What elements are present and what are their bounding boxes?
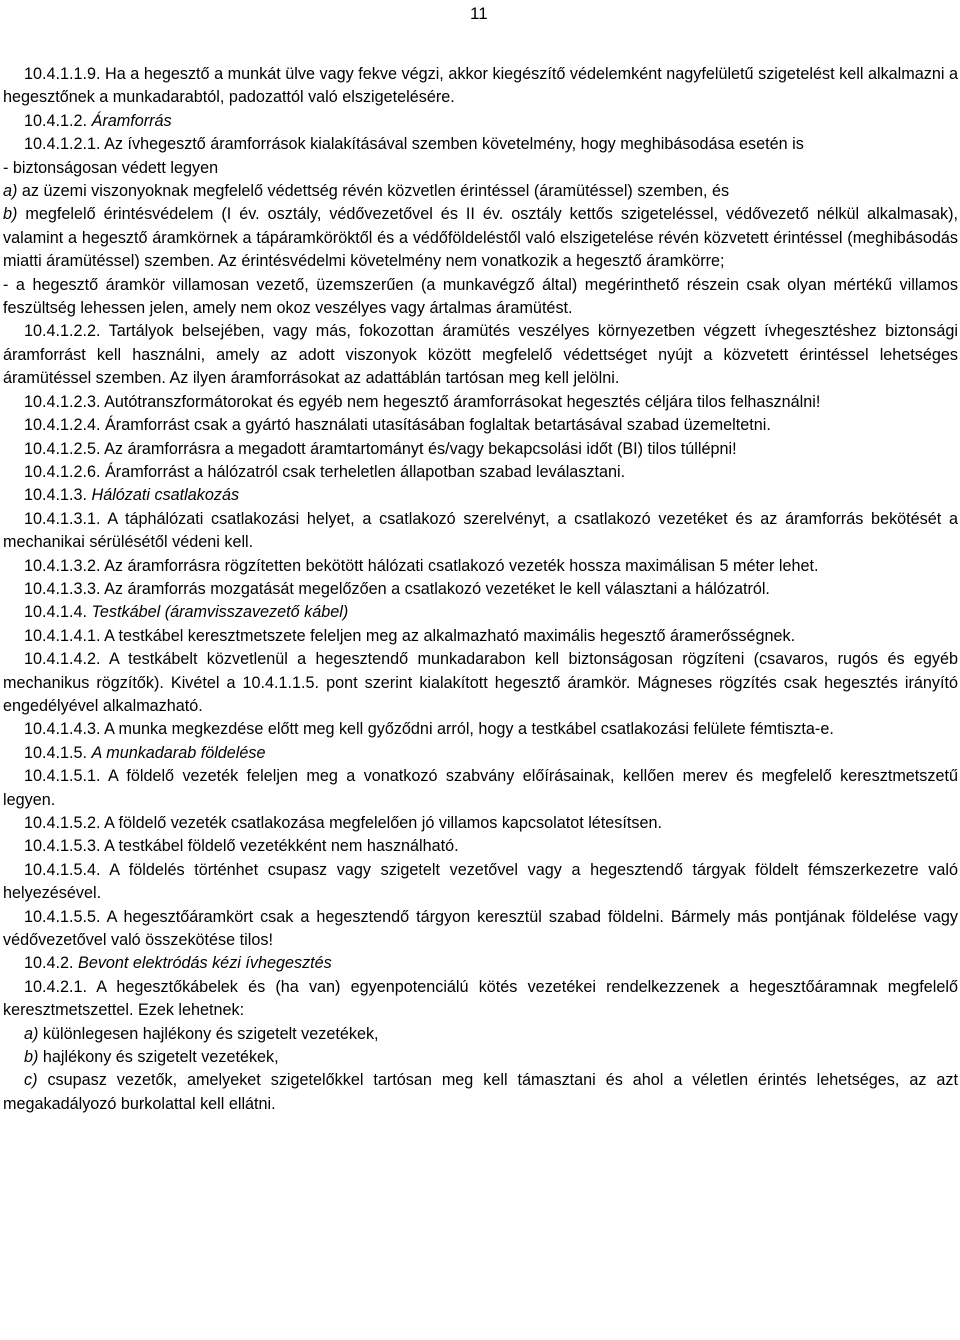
italic-text: c)	[24, 1071, 38, 1090]
text-run: 10.4.1.3.2. Az áramforrásra rögzítetten bekötött hálózati csatlakozó vezeték hossza maximálisan 5 méter lehet.	[24, 556, 819, 575]
page-number: 11	[470, 4, 488, 23]
paragraph-p13	[0, 484, 960, 507]
paragraph-p7	[0, 274, 960, 321]
paragraph-p10	[0, 414, 960, 437]
text-run: 10.4.1.2.5. Az áramforrásra a megadott áramtartományt és/vagy bekapcsolási időt (BI) tilos túllépni!	[24, 439, 737, 458]
text-run: 10.4.1.5.	[24, 743, 92, 762]
text-run: 10.4.1.1.9. Ha a hegesztő a munkát ülve vagy fekve végzi, akkor kiegészítő védelemként nagyfelületű szigetelést kell alkalmazni a hegesztőnek a munkadarabtól, padozattól való elszigetelésére.	[3, 65, 958, 107]
text-run: 10.4.1.3.3. Az áramforrás mozgatását megelőzően a csatlakozó vezetéket le kell választani a hálózatról.	[24, 579, 770, 598]
text-run: - a hegesztő áramkör villamosan vezető, üzemszerűen (a munkavégző által) megérinthető részein csak olyan mértékű villamos feszültség lehessen jelen, amely nem okoz veszélyes vagy ártalmas áramütést.	[3, 275, 958, 318]
text-run: 10.4.1.4.2. A testkábelt közvetlenül a hegesztendő munkadarabon kell biztonságosan rögzíteni (csavaros, rugós és egyéb mechanikus rögzítők). Kivétel a 10.4.1.1.5. pont szerint kialakított hegesztő áramkör. Mágneses rögzítés csak hegesztés irányító engedélyével alkalmazható.	[3, 650, 958, 715]
paragraph-p14	[0, 508, 960, 555]
paragraph-p9	[0, 391, 960, 414]
paragraph-p3	[0, 133, 960, 156]
paragraph-p22	[0, 765, 960, 812]
document-body	[0, 63, 960, 1116]
text-run: 10.4.1.3.	[24, 486, 92, 505]
italic-text: A munkadarab földelése	[91, 743, 266, 762]
paragraph-p24	[0, 835, 960, 858]
italic-text: Testkábel (áramvisszavezető kábel)	[91, 603, 349, 622]
paragraph-p21	[0, 742, 960, 765]
paragraph-p2	[0, 110, 960, 133]
text-run: 10.4.2.1. A hegesztőkábelek és (ha van) egyenpotenciálú kötés vezetékei rendelkezzenek a hegesztőáramnak megfelelő keresztmetszettel. Ezek lehetnek:	[3, 977, 958, 1020]
text-run: 10.4.1.5.5. A hegesztőáramkört csak a hegesztendő tárgyon keresztül szabad földelni. Bármely más pontjának földelése vagy védővezetővel való összekötése tilos!	[3, 907, 958, 950]
paragraph-p28	[0, 976, 960, 1023]
italic-text: b)	[24, 1048, 39, 1067]
paragraph-p25	[0, 859, 960, 906]
paragraph-p29	[0, 1023, 960, 1046]
text-run: 10.4.1.2.6. Áramforrást a hálózatról csak terheletlen állapotban szabad leválasztani.	[24, 462, 626, 481]
paragraph-p11	[0, 438, 960, 461]
text-run: 10.4.1.4.	[24, 603, 92, 622]
text-run: az üzemi viszonyoknak megfelelő védettség révén közvetlen érintéssel (áramütéssel) szemben, és	[17, 182, 730, 201]
italic-text: a)	[24, 1024, 39, 1043]
text-run: hajlékony és szigetelt vezetékek,	[38, 1048, 279, 1067]
text-run: 10.4.1.2.4. Áramforrást csak a gyártó használati utasításában foglaltak betartásával szabad üzemeltetni.	[24, 416, 771, 435]
italic-text: Hálózati csatlakozás	[91, 486, 240, 505]
paragraph-p8	[0, 320, 960, 390]
text-run: 10.4.1.2.3. Autótranszformátorokat és egyéb nem hegesztő áramforrásokat hegesztés céljára tilos felhasználni!	[24, 392, 821, 411]
paragraph-p6	[0, 203, 960, 273]
paragraph-p26	[0, 906, 960, 953]
paragraph-p19	[0, 648, 960, 718]
text-run: különlegesen hajlékony és szigetelt vezetékek,	[38, 1024, 379, 1043]
text-run: - biztonságosan védett legyen	[3, 158, 219, 177]
italic-text: b)	[3, 205, 18, 224]
paragraph-p5	[0, 180, 960, 203]
paragraph-p30	[0, 1046, 960, 1069]
text-run: 10.4.1.4.1. A testkábel keresztmetszete feleljen meg az alkalmazható maximális hegesztő áramerősségnek.	[24, 626, 796, 645]
italic-text: Áramforrás	[91, 111, 172, 130]
paragraph-p31	[0, 1069, 960, 1116]
text-run: csupasz vezetők, amelyeket szigetelőkkel tartósan meg kell támasztani és ahol a véletlen érintés lehetséges, az azt megakadályozó burkolattal kell ellátni.	[3, 1071, 958, 1113]
paragraph-p20	[0, 718, 960, 741]
paragraph-p4	[0, 157, 960, 180]
text-run: 10.4.1.5.3. A testkábel földelő vezetékként nem használható.	[24, 837, 459, 856]
paragraph-p23	[0, 812, 960, 835]
text-run: 10.4.1.5.4. A földelés történhet csupasz vagy szigetelt vezetővel vagy a hegesztendő tárgyak földelt fémszerkezetre való helyezésével.	[3, 860, 958, 903]
paragraph-p15	[0, 555, 960, 578]
text-run: 10.4.1.3.1. A táphálózati csatlakozási helyet, a csatlakozó szerelvényt, a csatlakozó vezetéket és az áramforrás bekötését a mechanikai sérülésétől védeni kell.	[3, 509, 958, 552]
paragraph-p16	[0, 578, 960, 601]
text-run: 10.4.1.5.2. A földelő vezeték csatlakozása megfelelően jó villamos kapcsolatot létesítsen.	[24, 814, 662, 832]
paragraph-p27	[0, 952, 960, 975]
text-run: 10.4.1.2.2. Tartályok belsejében, vagy más, fokozottan áramütés veszélyes környezetben végzett ívhegesztéshez biztonsági áramforrást kell használni, amely az adott viszonyok között megfelelő védettséget nyújt a közvetett érintéssel lehetséges áramütéssel szemben. Az ilyen áramforrásokat az adattáblán tartósan meg kell jelölni.	[3, 322, 958, 388]
text-run: megfelelő érintésvédelem (I év. osztály, védővezetővel és II év. osztály kettős szigeteléssel, védővezető nélkül alkalmasak), valamint a hegesztő áramkörnek a tápáramköröktől és a védőföldeléstől való elszigetelése révén közvetett érintéssel (meghibásodás miatti áramütéssel) szemben. Az érintésvédelmi követelmény nem vonatkozik a hegesztő áramkörre;	[3, 205, 958, 271]
text-run: 10.4.1.2.1. Az ívhegesztő áramforrások kialakításával szemben követelmény, hogy meghibásodása esetén is	[24, 135, 804, 154]
text-run: 10.4.1.2.	[24, 111, 92, 130]
paragraph-p12	[0, 461, 960, 484]
paragraph-p17	[0, 601, 960, 624]
text-run: 10.4.2.	[24, 954, 79, 973]
paragraph-p1	[0, 63, 960, 110]
italic-text: a)	[3, 182, 18, 201]
text-run: 10.4.1.5.1. A földelő vezeték feleljen meg a vonatkozó szabvány előírásainak, kellően merev és megfelelő keresztmetszetű legyen.	[3, 767, 958, 809]
text-run: 10.4.1.4.3. A munka megkezdése előtt meg kell győződni arról, hogy a testkábel csatlakozási felülete fémtiszta-e.	[24, 720, 834, 739]
italic-text: Bevont elektródás kézi ívhegesztés	[78, 954, 332, 973]
paragraph-p18	[0, 625, 960, 648]
